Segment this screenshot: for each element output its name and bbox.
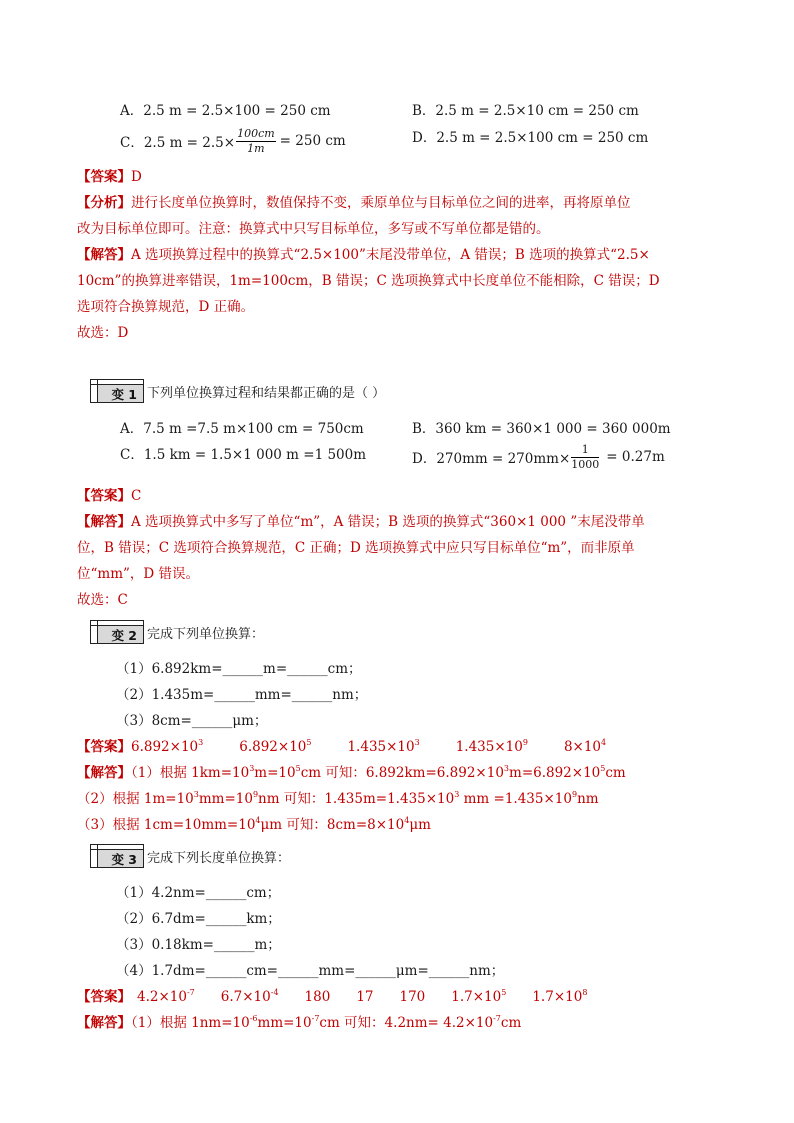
variant-1-box [90,379,144,403]
analysis-tag: 【分析】 [77,195,131,211]
solution-text: A 选项换算式中多写了单位“m”，A 错误；B 选项的换算式“360×1 000 ”末尾没带单 [131,514,645,530]
v3-sol1-exp: -7 [311,1014,320,1023]
v2-sol3-exp: 4 [255,816,261,825]
v2-item-2: （2）1.435m=______mm=______nm； [116,687,368,703]
v3-answer-1: 4.2×10 [137,989,187,1005]
variant-1-question: 下列单位换算过程和结果都正确的是（ ） [147,386,386,401]
v2-solution-line-1 [77,761,626,781]
v3-answer-6: 1.7×10 [451,989,502,1005]
q1-answer [77,165,142,185]
v2-sol1-exp: 3 [249,764,255,773]
v2-answer-4: 1.435×10 [455,739,523,755]
q1-analysis-line-1 [77,191,631,211]
v1-option-c: C．1.5 km = 1.5×1 000 m =1 500m [120,447,367,463]
v2-sol3-part: μm 可知：8cm=8×10 [260,817,405,833]
v2-sol2-exp: 9 [571,790,578,799]
answer-tag: 【答案】 [77,169,131,185]
variant-2-label: 变 2 [111,628,137,643]
v3-item-1: （1）4.2nm=______cm； [116,885,281,901]
v2-sol1-part: m=10 [254,765,296,781]
q1-option-d: D．2.5 m = 2.5×100 cm = 250 cm [412,130,649,146]
solution-tag: 【解答】 [77,1015,131,1031]
answer-tag: 【答案】 [77,739,131,755]
v3-sol1-part: （1）根据 1nm=10 [131,1015,250,1031]
v2-sol2-exp: 9 [252,790,259,799]
v2-sol1-part: m=6.892×10 [509,765,601,781]
v1-option-a: A．7.5 m =7.5 m×100 cm = 750cm [120,421,364,437]
variant-3-question: 完成下列长度单位换算： [147,851,291,866]
v2-sol3-part: μm [409,817,431,833]
v2-sol2-exp: 3 [193,790,199,799]
v1-option-d-denominator: 1000 [571,457,600,471]
v1-option-d-fraction [571,443,599,472]
v3-item-3: （3）0.18km=______m； [116,937,281,953]
answer-value: D [131,169,142,185]
v2-answer [77,735,606,755]
v3-answer-5: 170 [399,989,426,1005]
v3-item-4: （4）1.7dm=______cm=______mm=______μm=______nm； [116,963,505,979]
v2-answer-1-exp: 3 [198,738,204,747]
v2-item-1: （1）6.892km=______m=______cm； [116,661,362,677]
answer-tag: 【答案】 [77,989,131,1005]
v2-answer-5-exp: 4 [601,738,607,747]
q1-solution-line-3: 选项符合换算规范，D 正确。 [77,299,255,315]
v1-option-d-suffix: = 0.27m [606,449,665,465]
v3-sol1-part: mm=10 [257,1015,312,1031]
v2-sol2-exp: 3 [454,790,460,799]
v2-answer-2: 6.892×10 [239,739,307,755]
v3-answer-4: 17 [356,989,374,1005]
v1-answer [77,484,141,504]
v1-solution-line-2: 位，B 错误；C 选项符合换算规范，C 正确；D 选项换算式中应只写目标单位“m”，而非原单 [77,540,635,556]
analysis-text: 进行长度单位换算时，数值保持不变，乘原单位与目标单位之间的进率，再将原单位 [131,195,631,211]
v2-sol1-part: （1）根据 1km=10 [131,765,250,781]
v2-sol1-exp: 5 [295,764,301,773]
variant-3-label: 变 3 [111,852,137,867]
q1-option-c [120,123,346,159]
variant-3-box [90,844,144,868]
v2-item-3: （3）8cm=______μm； [116,713,268,729]
v3-sol1-part: cm [500,1015,522,1031]
v3-answer-1-exp: -7 [186,988,195,997]
v1-option-d [412,437,665,477]
v3-answer-3: 180 [304,989,331,1005]
v1-solution-line-1 [77,510,645,530]
q1-analysis-line-2: 改为目标单位即可。注意：换算式中只写目标单位，多写或不写单位都是错的。 [77,221,550,237]
v3-sol1-exp: -7 [493,1014,501,1023]
q1-solution-line-1 [77,243,650,263]
v2-answer-3-exp: 3 [414,738,420,747]
v2-sol2-part: mm =1.435×10 [459,791,572,807]
q1-choose: 故选：D [77,325,129,341]
solution-tag: 【解答】 [77,247,131,263]
variant-2-box [90,620,144,644]
v3-sol1-part: cm 可知：4.2nm= 4.2×10 [319,1015,494,1031]
v1-option-b: B．360 km = 360×1 000 = 360 000m [412,421,671,437]
v2-sol1-part: cm [605,765,626,781]
q1-option-c-fraction [236,127,276,156]
v2-sol1-part: cm 可知：6.892km=6.892×10 [300,765,504,781]
q1-option-c-denominator: 1m [247,141,265,155]
q1-option-b: B．2.5 m = 2.5×10 cm = 250 cm [412,103,639,119]
q1-option-c-numerator: 100cm [237,126,275,140]
v2-answer-4-exp: 9 [522,738,528,747]
v2-sol2-part: nm 可知：1.435m=1.435×10 [258,791,455,807]
v3-sol1-exp: -6 [249,1014,258,1023]
v2-sol3-exp: 4 [404,816,410,825]
v2-sol3-part: （3）根据 1cm=10mm=10 [77,817,256,833]
answer-tag: 【答案】 [77,488,131,504]
v1-option-d-prefix: D．270mm = 270mm× [412,451,571,467]
solution-text: A 选项换算过程中的换算式“2.5×100”末尾没带单位，A 错误；B 选项的换算式“2.5× [131,247,650,263]
v3-answer [77,985,587,1005]
v2-solution-line-2 [77,787,599,807]
v2-sol1-exp: 3 [503,764,510,773]
v2-sol2-part: （2）根据 1m=10 [77,791,194,807]
v3-item-2: （2）6.7dm=______km； [116,911,281,927]
v2-sol2-part: mm=10 [198,791,253,807]
v3-solution-line-1 [77,1011,521,1031]
variant-1-label: 变 1 [111,387,137,402]
q1-option-c-suffix: = 250 cm [279,133,346,149]
q1-solution-line-2: 10cm”的换算进率错误，1m=100cm，B 错误；C 选项换算式中长度单位不能相除，C 错误；D [77,273,660,289]
solution-tag: 【解答】 [77,514,131,530]
v3-answer-6-exp: 5 [501,988,507,997]
v1-solution-line-3: 位“mm”，D 错误。 [77,566,200,582]
v2-solution-line-3 [77,813,431,833]
v2-answer-3: 1.435×10 [347,739,415,755]
solution-tag: 【解答】 [77,765,131,781]
v1-option-d-numerator: 1 [571,443,599,458]
v3-answer-2: 6.7×10 [220,989,271,1005]
v1-choose: 故选：C [77,592,128,608]
variant-2-question: 完成下列单位换算： [147,627,265,642]
answer-value: C [131,488,142,504]
v2-answer-2-exp: 5 [306,738,312,747]
v3-answer-7-exp: 8 [582,988,588,997]
q1-option-c-prefix: C．2.5 m = 2.5× [120,135,236,151]
v2-answer-5: 8×10 [563,739,602,755]
q1-option-a: A．2.5 m = 2.5×100 = 250 cm [120,103,331,119]
v2-answer-1: 6.892×10 [131,739,199,755]
v2-sol2-part: nm [577,791,599,807]
v3-answer-7: 1.7×10 [532,989,583,1005]
v3-answer-2-exp: -4 [270,988,279,997]
v2-sol1-exp: 5 [600,764,606,773]
